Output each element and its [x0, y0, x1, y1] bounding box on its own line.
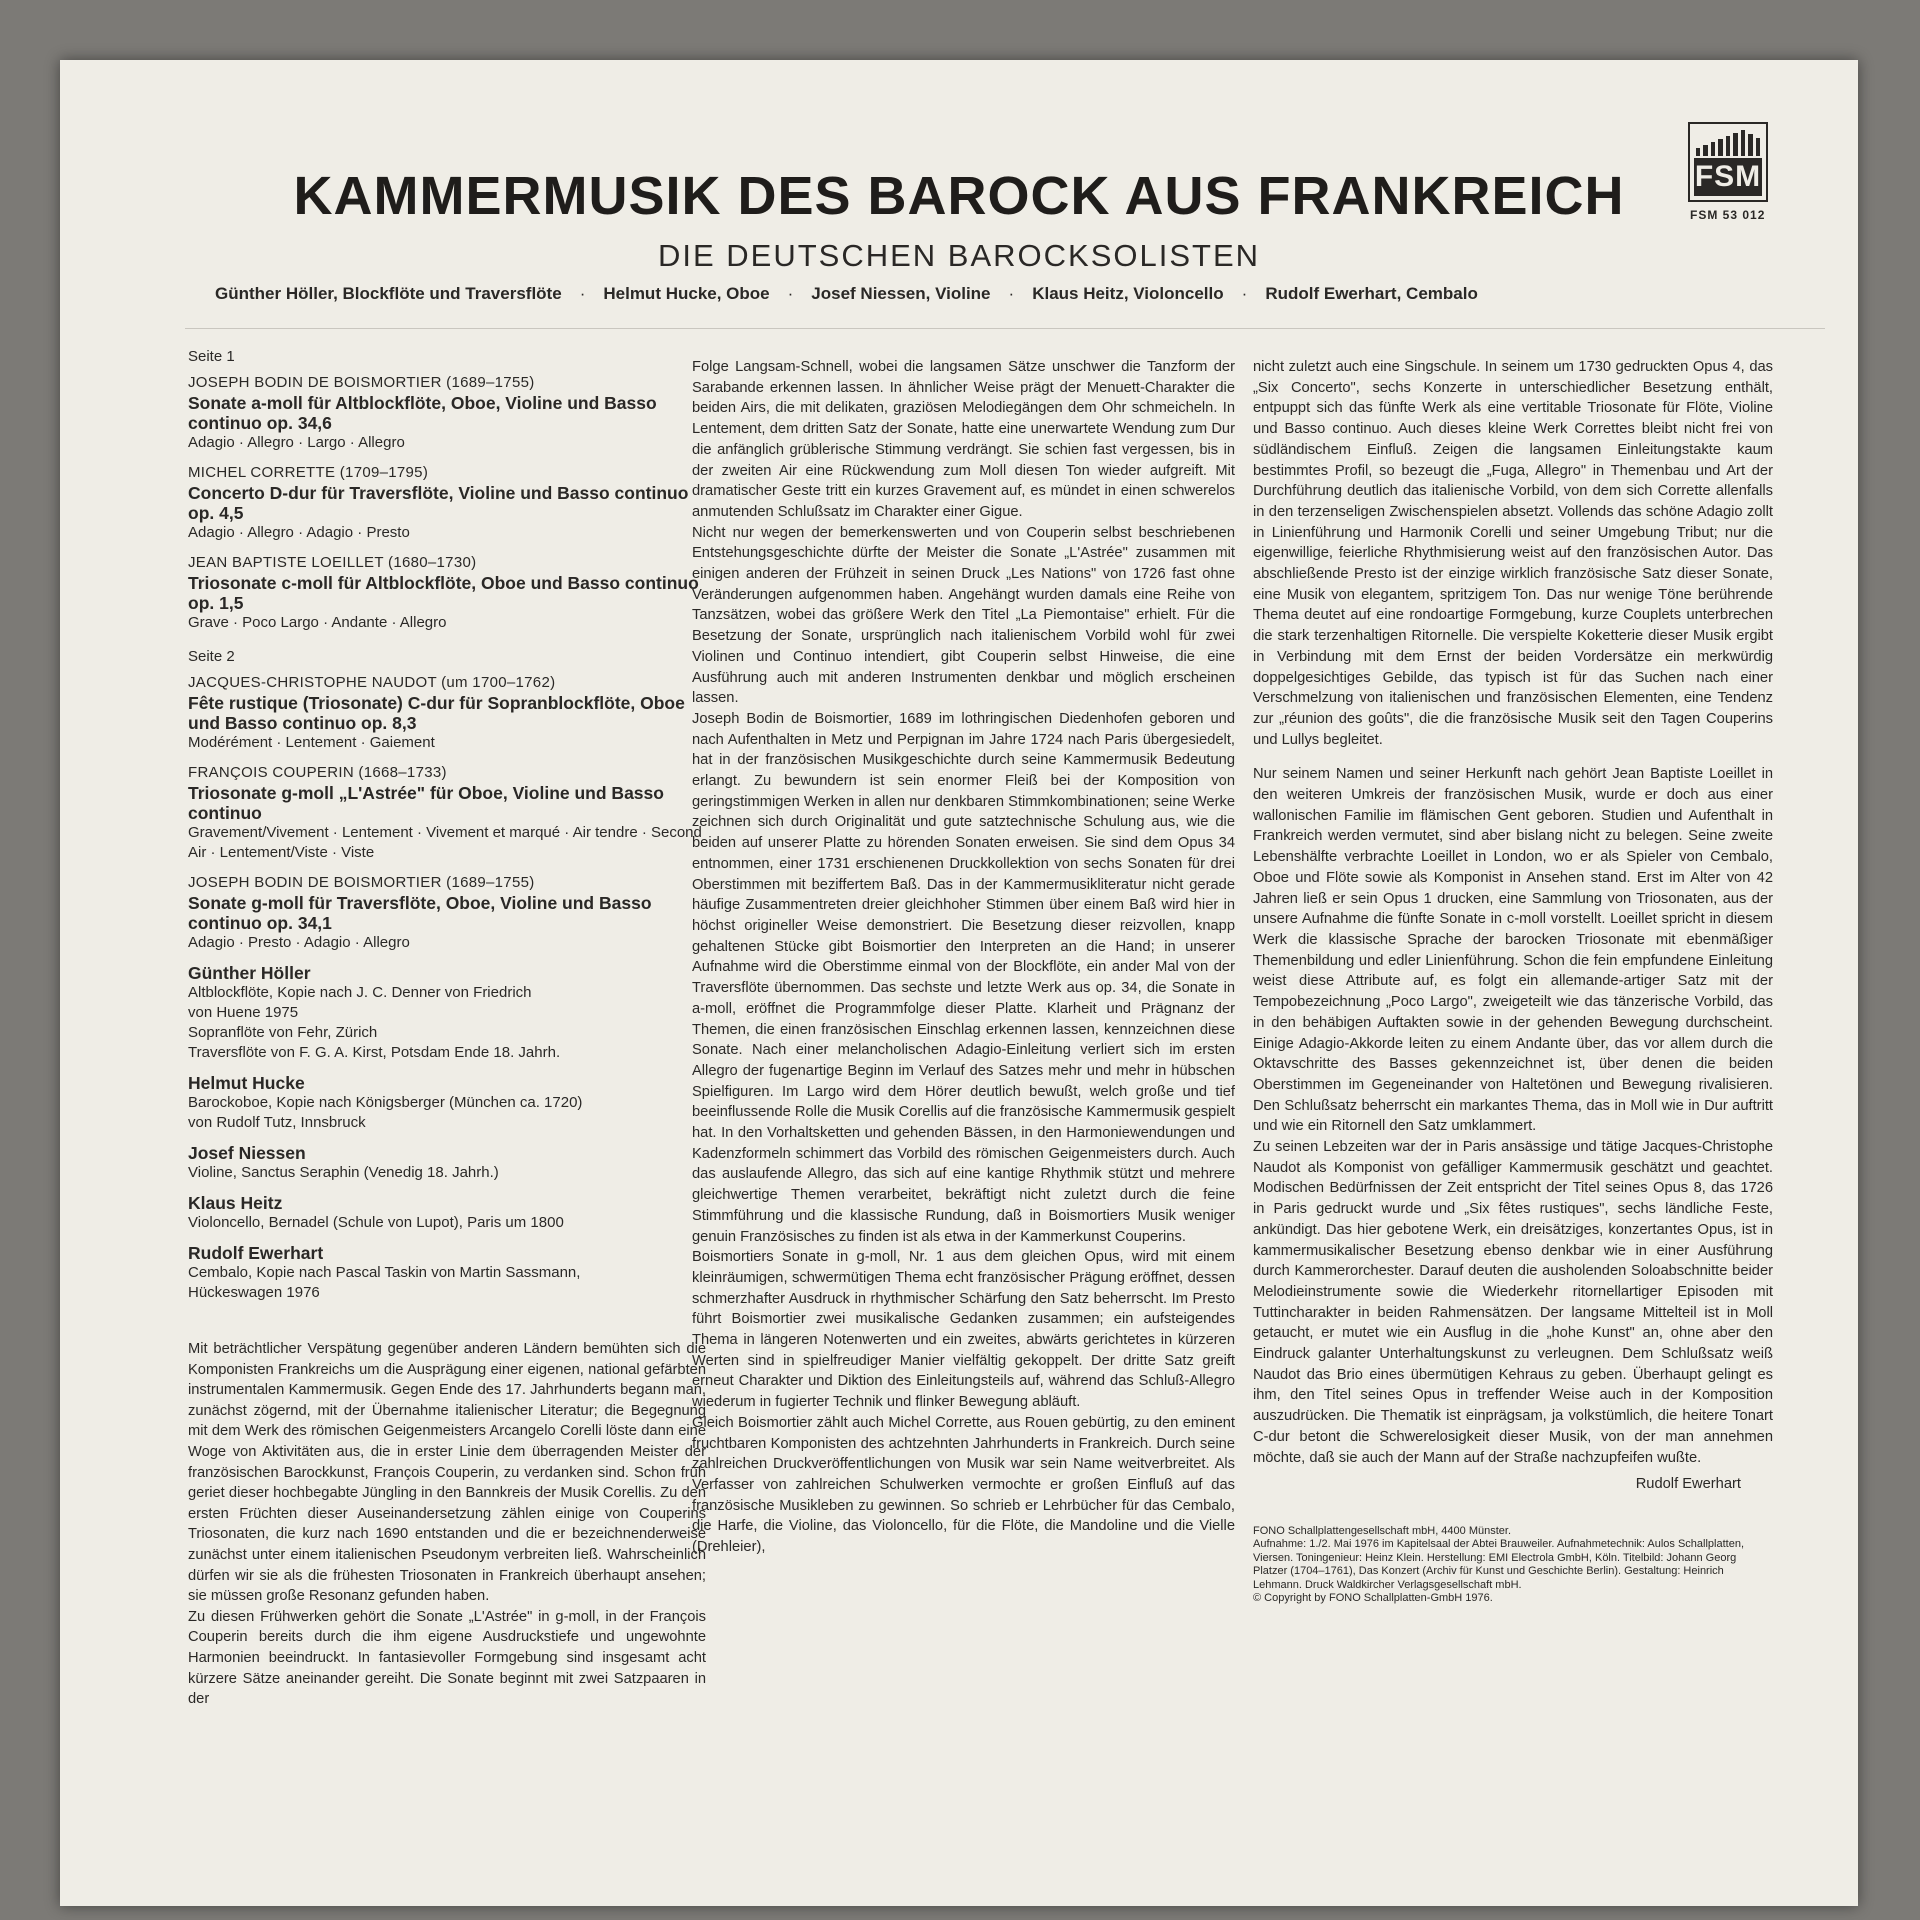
work-title: Sonate a-moll für Altblockflöte, Oboe, Violine und Basso continuo op. 34,6 — [188, 393, 657, 433]
credit-line: © Copyright by FONO Schallplatten-GmbH 1976. — [1253, 1592, 1493, 1605]
column-liner-notes-2 — [692, 357, 1235, 1558]
work-title: Sonate g-moll für Traversflöte, Oboe, Violine und Basso continuo op. 34,1 — [188, 893, 652, 933]
track-entry — [188, 463, 706, 543]
musician-entry — [188, 1193, 706, 1233]
musician-name: Helmut Hucke — [188, 1073, 305, 1093]
musician-name: Josef Niessen — [188, 1143, 306, 1163]
composer: FRANÇOIS COUPERIN (1668–1733) — [188, 764, 447, 781]
paragraph: Joseph Bodin de Boismortier, 1689 im lothringischen Diedenhofen geboren und nach Aufenthalten in Metz und Perpignan im Jahre 1724 nach Paris übergesiedelt, hat in der französischen Musikgeschichte durch seine Kammermusik Bedeutung erlangt. Zu bewundern ist sein enormer Fleiß bei der Komposition von geringstimmigen Werken in allen nur denkbaren Stimmkombinationen; seine Werke zeichnen sich durch Originalität und gute satztechnische Schulung aus, wie die beiden auf unserer Platte zu hörenden Sonaten erweisen. Sie sind dem Opus 34 entnommen, einer 1731 erschienenen Druckkollektion von sechs Sonaten für drei Oberstimmen mit beziffertem Baß. Das in der Kammermusikliteratur nicht gerade häufige Zusammentreten dreier gleichhoher Stimmen über einem Baß wird hier in höchst origineller Weise demonstriert. Die Besetzung dieser reizvollen, knapp gehaltenen Stücke gibt Boismortier den Interpreten an die Hand; in unserer Aufnahme wird die Oberstimme einmal von der Blockflöte, ein ander Mal von der Traversflöte übernommen. Das sechste und letzte Werk aus op. 34, die Sonate in a-moll, eröffnet die Programmfolge dieser Platte. Klarheit und Prägnanz der Themen, die einen französischen Einschlag erkennen lassen, kennzeichnen diese Sonate. Nach einer melancholischen Adagio-Einleitung verliert sich im ersten Allegro der fugenartige Beginn im Verlauf des Satzes mehr und mehr in hübschen Spielfiguren. Im Largo wird dem Hörer deutlich bewußt, welch große und tief beeinflussende Rolle die Musik Corellis auf die französische Kammermusik gespielt hat. In den Vorhaltsketten und gehenden Bässen, in den Harmoniewendungen und Kadenzformeln schimmert das Vorbild des römischen Geigenmeisters durch. Auch das auslaufende Allegro, das sich auf eine kantige Rhythmik stützt und mehrere gleichwertige Themen verarbeitet, bekräftigt nicht zuletzt durch die feine Stimmführung und die klassische Rundung, daß in Boismortiers Musik weniger genuin Französisches zu finden ist als etwa in der Kammerkunst Couperins. — [692, 710, 1235, 1245]
separator: · — [787, 284, 794, 303]
track-entry — [188, 373, 706, 453]
musician-instruments: Violine, Sanctus Seraphin (Venedig 18. Jahrh.) — [188, 1164, 499, 1181]
performer: Rudolf Ewerhart, Cembalo — [1265, 284, 1478, 303]
musician-instruments: Altblockflöte, Kopie nach J. C. Denner von Friedrich von Huene 1975 Sopranflöte von Fehr, Zürich Traversflöte von F. G. A. Kirst, Potsdam Ende 18. Jahrh. — [188, 984, 561, 1061]
movements: Adagio · Allegro · Largo · Allegro — [188, 434, 405, 451]
composer: JOSEPH BODIN DE BOISMORTIER (1689–1755) — [188, 374, 535, 391]
paragraph: Boismortiers Sonate in g-moll, Nr. 1 aus dem gleichen Opus, wird mit einem kleinräumigen, schwermütigen Thema echt französischer Prägung eröffnet, dessen schmerzhafter Ausdruck in rhythmischer Schärfung den Satz beherrscht. Im Presto führt Boismortier zwei musikalische Gedanken zusammen; ein aufsteigendes Thema in längeren Notenwerten und ein zweites, abwärts gerichtetes in kürzeren Werten sind in spielfreudiger Manier vielfältig gekoppelt. Der dritte Satz greift erneut Charakter und Diktion des Einleitungsteils auf, während das Schluß-Allegro wiederum in fugierter Technik und flinker Bewegung abläuft. — [692, 1249, 1235, 1411]
ensemble-name: DIE DEUTSCHEN BAROCKSOLISTEN — [657, 238, 1261, 273]
paragraph: Zu diesen Frühwerken gehört die Sonate „L'Astrée" in g-moll, in der François Couperin bereits durch die ihm eigene Ausdruckstiefe und ungewohnte Harmonien beeindruckt. In fantasievoller Formgebung sind insgesamt acht kürzere Sätze aneinander gereiht. Die Sonate beginnt mit zwei Satzpaaren in der — [188, 1608, 706, 1708]
logo-text: FSM — [1694, 158, 1762, 196]
separator: · — [579, 284, 586, 303]
paragraph: Nur seinem Namen und seiner Herkunft nach gehört Jean Baptiste Loeillet in den weiteren Umkreis der französischen Musik, wurde er doch aus einer wallonischen Familie im flämischen Gent geboren. Studien und Aufenthalt in Frankreich werden vermutet, sind aber bislang nicht zu belegen. Seine zweite Lebenshälfte verbrachte Loeillet in London, wo er als Spieler von Cembalo, Oboe und Flöte sowie als Komponist in Ansehen stand. Erst im Alter von 42 Jahren ließ er sein Opus 1 drucken, eine Sammlung von Triosonaten, aus der unsere Aufnahme die fünfte Sonate in c-moll vorstellt. Loeillet spricht in diesem Werk die klassische Sprache der barocken Triosonate mit ebenmäßiger Themenbildung und edler Linienführung. Schon die fein empfundene Einleitung weist diese Attribute auf, es folgt ein allemande-artiger Satz mit der Tempobezeichnung „Poco Largo", zweigeteilt wie das tänzerische Vorbild, das in den behäbigen Auftakten sowie in der gehenden Bewegung durchscheint. Einige Adagio-Akkorde leiten zu einem Andante über, das vor allem durch die Oktavschritte des Basses gekennzeichnet ist, über denen die beiden Oberstimmen im Gegeneinander von Haltetönen und Bewegung rivalisieren. Den Schlußsatz beherrscht ein markantes Thema, das in Moll wie in Dur auftritt und wie ein Ritornell den Satz umklammert. — [1253, 766, 1773, 1135]
work-title: Concerto D-dur für Traversflöte, Violine und Basso continuo op. 4,5 — [188, 483, 689, 523]
performer: Josef Niessen, Violine — [811, 284, 991, 303]
movements: Adagio · Presto · Adagio · Allegro — [188, 934, 410, 951]
movements: Grave · Poco Largo · Andante · Allegro — [188, 614, 447, 631]
column-program — [188, 347, 706, 1710]
musician-entry — [188, 963, 706, 1063]
logo-bars-icon — [1696, 130, 1760, 156]
separator: · — [1241, 284, 1248, 303]
paragraph: Nicht nur wegen der bemerkenswerten und von Couperin selbst beschriebenen Entstehungsgeschichte dürfte der Meister die Sonate „L'Astrée" zusammen mit einigen anderen der Frühzeit in seinen Druck „Les Nations" von 1726 fast ohne Veränderungen aufgenommen haben. Angehängt wurden damals eine Reihe von Tanzsätzen, wobei das größere Werk den Titel „La Piemontaise" erhielt. Für die Besetzung der Sonate, ursprünglich nach italienischem Vorbild wohl für zwei Violinen und Continuo intendiert, gibt Couperin selbst Hinweise, die eine Ausführung auch mit anderen Instrumenten denkbar und möglich erscheinen lassen. — [692, 524, 1235, 707]
track-entry — [188, 673, 706, 753]
musician-instruments: Cembalo, Kopie nach Pascal Taskin von Martin Sassmann, Hückeswagen 1976 — [188, 1264, 581, 1301]
record-sleeve-back — [60, 60, 1858, 1906]
liner-notes-part1 — [188, 1339, 706, 1710]
track-entry — [188, 763, 706, 863]
movements: Gravement/Vivement · Lentement · Vivement et marqué · Air tendre · Second Air · Lentement/Viste · Viste — [188, 824, 702, 861]
composer: JACQUES-CHRISTOPHE NAUDOT (um 1700–1762) — [188, 674, 556, 691]
composer: MICHEL CORRETTE (1709–1795) — [188, 464, 429, 481]
album-title: KAMMERMUSIK DES BAROCK AUS FRANKREICH — [293, 166, 1625, 226]
credit-line: Aufnahme: 1./2. Mai 1976 im Kapitelsaal der Abtei Brauweiler. Aufnahmetechnik: Aulos Schallplatten, Viersen. Toningenieur: Heinz Klein. Herstellung: EMI Electrola GmbH, Köln. Titelbild: Johann Georg Platzer (1704–1761), Das Konzert (Archiv für Kunst und Geschichte Berlin). Gestaltung: Heinrich Lehmann. Druck Waldkircher Verlagsgesellschaft mbH. — [1253, 1538, 1745, 1591]
track-entry — [188, 553, 706, 633]
movements: Adagio · Allegro · Adagio · Presto — [188, 524, 410, 541]
credit-line: FONO Schallplattengesellschaft mbH, 4400 Münster. — [1253, 1524, 1512, 1537]
side-label: Seite 1 — [188, 348, 235, 365]
catalog-number: FSM 53 012 — [1690, 208, 1766, 222]
musician-entry — [188, 1143, 706, 1183]
separator: · — [1008, 284, 1015, 303]
musician-entry — [188, 1243, 706, 1303]
paragraph: Gleich Boismortier zählt auch Michel Corrette, aus Rouen gebürtig, zu den eminent fruchtbaren Komponisten des achtzehnten Jahrhunderts in Frankreich. Durch seine zahlreichen Druckveröffentlichungen von Musik war sein Name weitverbreitet. Als Verfasser von zahlreichen Schulwerken vermochte er großen Einfluß auf das französische Musikleben zu gewinnen. So schrieb er Lehrbücher für das Cembalo, die Harfe, die Violine, das Violoncello, für die Flöte, die Mandoline und die Vielle (Drehleier), — [692, 1414, 1235, 1556]
performer: Günther Höller, Blockflöte und Traversflöte — [215, 284, 562, 303]
composer: JOSEPH BODIN DE BOISMORTIER (1689–1755) — [188, 874, 535, 891]
musician-entry — [188, 1073, 706, 1133]
musician-instruments: Barockoboe, Kopie nach Königsberger (München ca. 1720) von Rudolf Tutz, Innsbruck — [188, 1094, 583, 1131]
musician-name: Günther Höller — [188, 963, 311, 983]
divider — [185, 328, 1825, 329]
author-signature: Rudolf Ewerhart — [1635, 1476, 1741, 1493]
paragraph: Mit beträchtlicher Verspätung gegenüber anderen Ländern bemühten sich die Komponisten Frankreichs um die Ausprägung einer eigenen, national gefärbten instrumentalen Kammermusik. Gegen Ende des 17. Jahrhunderts begann man, zunächst zögernd, mit der Übernahme italienischer Literatur; die Begegnung mit dem Werk des römischen Geigenmeisters Arcangelo Corelli löste dann eine Woge von Aktivitäten aus, die in erster Linie dem überragenden Meister der französischen Barockkunst, François Couperin, zu verdanken sind. Schon früh geriet dieser hochbegabte Jüngling in den Bannkreis der Musik Corellis. Zu den ersten Früchten dieser Auseinandersetzung zählen einige von Couperins Triosonaten, die kurz nach 1690 entstanden und die er bezeichnenderweise zunächst unter einem italienischen Pseudonym verbreiten ließ. Wahrscheinlich dürfen wir sie als die frühesten Triosonaten in Frankreich überhaupt ansehen; sie müssen große Resonanz gefunden haben. — [188, 1341, 706, 1605]
work-title: Triosonate g-moll „L'Astrée" für Oboe, Violine und Basso continuo — [188, 783, 664, 823]
work-title: Triosonate c-moll für Altblockflöte, Oboe und Basso continuo op. 1,5 — [188, 573, 699, 613]
composer: JEAN BAPTISTE LOEILLET (1680–1730) — [188, 554, 477, 571]
musician-name: Klaus Heitz — [188, 1193, 283, 1213]
work-title: Fête rustique (Triosonate) C-dur für Sopranblockflöte, Oboe und Basso continuo op. 8,3 — [188, 693, 685, 733]
side-label: Seite 2 — [188, 648, 235, 665]
musician-name: Rudolf Ewerhart — [188, 1243, 324, 1263]
movements: Modérément · Lentement · Gaiement — [188, 734, 435, 751]
column-liner-notes-3 — [1253, 357, 1773, 1606]
paragraph: Folge Langsam-Schnell, wobei die langsamen Sätze unschwer die Tanzform der Sarabande erkennen lassen. In ähnlicher Weise prägt der Menuett-Charakter die beiden Airs, die mit delikaten, graziösen Melodiegängen dem Ohr schmeicheln. In Lentement, dem dritten Satz der Sonate, hatte eine unerwartete Wendung zum Dur die anfänglich grüblerische Stimmung verdrängt. Sie schien fast vergessen, bis in der zweiten Air eine Rückwendung zum Moll diesen Ton wieder aufgreift. Mit dramatischer Geste tritt ein kurzes Gravement auf, es mündet in einen schwerelos anmutenden Schlußsatz im Charakter einer Gigue. — [692, 359, 1235, 520]
musician-instruments: Violoncello, Bernadel (Schule von Lupot), Paris um 1800 — [188, 1214, 564, 1231]
performer: Klaus Heitz, Violoncello — [1032, 284, 1224, 303]
paragraph: nicht zuletzt auch eine Singschule. In seinem um 1730 gedruckten Opus 4, das „Six Concerto", sechs Konzerte in unterschiedlicher Besetzung enthält, entpuppt sich das fünfte Werk als eine vertitable Triosonate für Flöte, Violine und Basso continuo. Auch dieses kleine Werk Correttes bleibt nicht frei von südländischem Einfluß. Zeigen die langsamen Einleitungstakte kaum bestimmtes Profil, so bezeugt die „Fuga, Allegro" in Themenbau und Art der Durchführung deutlich das italienische Vorbild, von dem sich Corrette allenfalls in den terzenseligen Zwischenspielen absetzt. Vollends das schöne Adagio zollt in Linienführung und Harmonik Corelli und seiner Umgebung Tribut; nur die eigenwillige, feierliche Rhythmisierung weist auf den französischen Autor. Das abschließende Presto ist der einzige wirklich französische Satz dieser Sonate, eine Musik von elegantem, spritzigem Ton. Das nur wenige Töne berührende Thema deutet auf eine rondoartige Formgebung, kurze Couplets unterbrechen die stark terzenhaltigen Ritornelle. Die verspielte Koketterie dieser Musik ergibt in Verbindung mit dem Ernst der beiden Vordersätze ein merkwürdig doppelgesichtiges Gebilde, das typisch ist für das Suchen nach einer Verschmelzung von italienischen und französischen Elementen, eine Tendenz zur „réunion des goûts", die die französische Musik seit den Tagen Couperins und Lullys begleitet. — [1253, 359, 1773, 748]
performer-list — [215, 284, 1815, 304]
paragraph: Zu seinen Lebzeiten war der in Paris ansässige und tätige Jacques-Christophe Naudot als Komponist von gefälliger Kammermusik geschätzt und geachtet. Modischen Bedürfnissen der Zeit entspricht der Titel seines Opus 8, das 1726 in Paris gedruckt wurde und „Six fêtes rustiques", sechs ländliche Feste, ankündigt. Das hier gebotene Werk, ein dreisätziges, konzertantes Opus, ist in kammermusikalischer Besetzung ebenso denkbar wie in einer Ausführung durch Kammerorchester. Darauf deuten die ausholenden Soloabschnitte beider Melodieinstrumente sowie die Wiederkehr ritornellartiger Episoden mit Tuttincharakter in beiden Rahmensätzen. Der langsame Mittelteil ist in Moll getaucht, er mutet wie ein Ausflug in die „hohe Kunst" an, ohne aber den Eindruck galanter Unterhaltungskunst zu verleugnen. Dem Schlußsatz weiß Naudot das Brio eines übermütigen Kehraus zu geben. Überhaupt gelingt es ihm, den Titel seines Opus in treffender Weise auch in der Komposition auszudrücken. Die Thematik ist einprägsam, ja volkstümlich, die heitere Tonart C-dur betont die Schwerelosigkeit dieser Musik, von der man annehmen möchte, daß sie auch der Mann auf der Straße nachzupfeifen wußte. — [1253, 1139, 1773, 1466]
performer: Helmut Hucke, Oboe — [603, 284, 770, 303]
track-entry — [188, 873, 706, 953]
production-credits — [1253, 1525, 1773, 1606]
